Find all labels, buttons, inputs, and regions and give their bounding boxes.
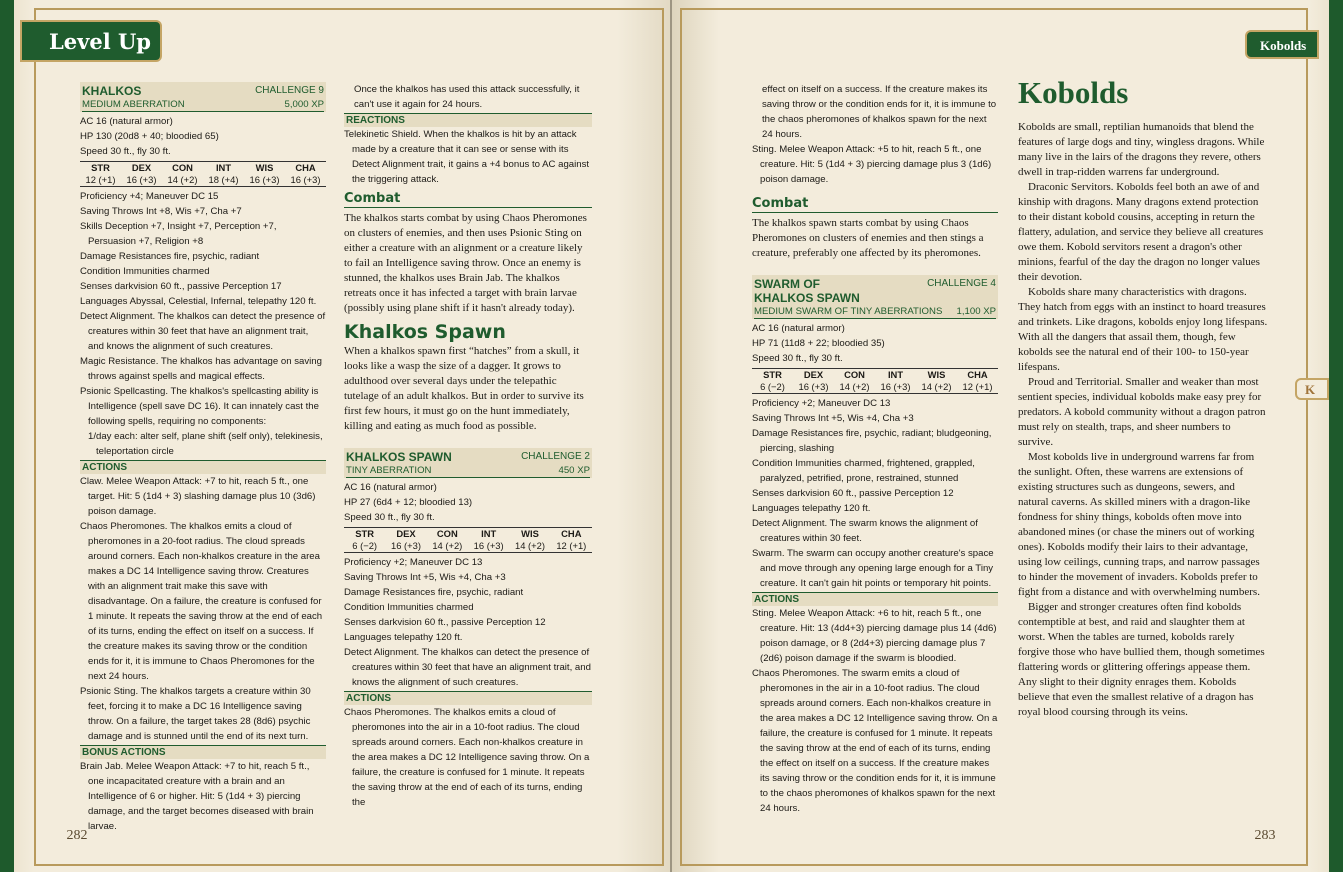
page-number-right: 283 xyxy=(1254,828,1276,843)
action: Chaos Pheromones. The swarm emits a cloud of pheromones in the air in a 10-foot radius. The cloud spreads around corners. Each non-khalkos creature in the area makes a DC 12 Intelligence saving throw. On a failure, the creature is confused for 1 minute. It repeats the saving throw at the end of each of its turns, ending the effect on itself on a success. If the creature makes its saving throw or the condition ends for it, it is immune to the chaos pheromones of khalkos spawn for the next 24 hours. xyxy=(752,668,998,814)
stat-line: Damage Resistances fire, psychic, radiant xyxy=(80,251,260,262)
swarm-header xyxy=(752,275,998,319)
spawn-ac: AC 16 (natural armor) xyxy=(344,482,437,493)
trait: Detect Alignment. The khalkos can detect the presence of creatures within 30 feet that have an alignment trait, and knows the alignment of such creatures. xyxy=(344,647,591,688)
ability-score: 14 (+2) xyxy=(167,174,198,185)
ability-score: 12 (+1) xyxy=(556,540,587,551)
action: Psionic Sting. The khalkos targets a creature within 30 feet, forcing it to make a DC 16 Intelligence saving throw. On a failure, the target takes 28 (8d6) psychic damage and is stunned until the end of its next turn. xyxy=(80,686,311,742)
ability-score: 12 (+1) xyxy=(962,381,993,392)
action: Sting. Melee Weapon Attack: +6 to hit, reach 5 ft., one creature. Hit: 13 (4d4+3) piercing damage plus 14 (4d6) poison damage, or 8 (2d4+3) piercing damage plus 7 (2d6) poison damage if the swarm is bloodied. xyxy=(752,608,997,664)
kobolds-paragraph: Draconic Servitors. Kobolds feel both an awe of and kinship with dragons. Many dragons extend protection to their distant kobold cousins, accepting in return the flattery, adulation, and service they believe all creatures owe them. Kobold servitors resent a dragon's other minions, fearful of the day the dragon no longer values their devotion. xyxy=(1018,181,1264,283)
spawn-name: KHALKOS SPAWN xyxy=(346,450,452,464)
spawn-xp: 450 XP xyxy=(558,465,590,476)
trait: Magic Resistance. The khalkos has advantage on saving throws against spells and magical effects. xyxy=(80,356,322,382)
column-three xyxy=(752,82,998,816)
khalkos-header xyxy=(80,82,326,112)
ability-score: 6 (−2) xyxy=(352,540,378,551)
trait: Swarm. The swarm can occupy another creature's space and move through any opening large enough for a Tiny creature. It can't gain hit points or temporary hit points. xyxy=(752,548,994,589)
kobolds-paragraph: Proud and Territorial. Smaller and weaker than most sentient species, individual kobolds make easy prey for predators. A kobold community without a dragon patron must rely on stealth, traps, and sheer numbers to survive. xyxy=(1018,376,1266,448)
stat-line: Proficiency +2; Maneuver DC 13 xyxy=(344,557,483,568)
book-gutter xyxy=(670,0,672,872)
ability-score: 16 (+3) xyxy=(391,540,421,551)
swarm-xp: 1,100 XP xyxy=(956,306,996,317)
combat-heading: Combat xyxy=(344,190,592,208)
trait: Psionic Spellcasting. The khalkos's spellcasting ability is Intelligence (spell save DC 16). It can innately cast the following spells, requiring no components: xyxy=(80,386,319,427)
ability-label: STR xyxy=(91,162,110,173)
reaction: Telekinetic Shield. When the khalkos is hit by an attack made by a creature that it can see or sense with its Detect Alignment trait, it gains a +4 bonus to AC against the triggering attack. xyxy=(344,129,590,185)
khalkos-statblock xyxy=(80,82,326,834)
bonus-action: Brain Jab. Melee Weapon Attack: +7 to hit, reach 5 ft., one incapacitated creature with a brain and an Intelligence of 6 or higher. Hit: 5 (1d4 + 3) piercing damage, and the target becomes diseased with brain larvae. xyxy=(80,761,314,832)
khalkos-name: KHALKOS xyxy=(82,84,142,98)
kobolds-paragraph: Bigger and stronger creatures often find kobolds contemptible at best, and raid and slaughter them at worst. When the tables are turned, kobolds rarely forgive those who have bullied them, though sometimes flattering words or glittering offerings appease them. Any slight to their dignity enrages them. Kobolds believe that even the smallest relative of a dragon has royal blood coursing through its veins. xyxy=(1018,601,1265,718)
stat-line: Damage Resistances fire, psychic, radiant; bludgeoning, piercing, slashing xyxy=(752,428,992,454)
stat-line: Saving Throws Int +8, Wis +7, Cha +7 xyxy=(80,206,242,217)
ability-label: DEX xyxy=(131,162,152,173)
trait: Detect Alignment. The khalkos can detect the presence of creatures within 30 feet that have an alignment trait, and knows the alignment of such creatures. xyxy=(80,311,326,352)
spawn-text: When a khalkos spawn first “hatches” from a skull, it looks like a wasp the size of a dagger. It grows to adulthood over several days under the telepathic tutelage of an adult khalkos. But in order to survive its first few hours, it must go on the hunt immediately, killing and eating as much food as possible. xyxy=(344,345,584,432)
page-number-left: 282 xyxy=(66,828,88,843)
spawn-header xyxy=(344,448,592,478)
stat-line: Skills Deception +7, Insight +7, Perception +7, Persuasion +7, Religion +8 xyxy=(80,221,277,247)
ability-score: 16 (+3) xyxy=(880,381,911,392)
ability-score: 16 (+3) xyxy=(249,174,280,185)
kobolds-paragraph: Kobolds share many characteristics with dragons. They hatch from eggs with an instinct to hoard treasures and trinkets. Like dragons, kobolds enjoy long lifespans. With all the dangers that assail them, though, few kobolds see the natural end of their 100- to 150-year lifespans. xyxy=(1018,286,1268,373)
action: Chaos Pheromones. The khalkos emits a cloud of pheromones into the air in a 10-foot radius. The cloud spreads around corners. Each non-khalkos creature in the area makes a DC 12 Intelligence saving throw. On a failure, the creature is confused for 1 minute. It repeats the saving throw at the end of each of its turns, ending the xyxy=(344,707,590,808)
right-edge-stripe xyxy=(1329,0,1343,872)
action: Sting. Melee Weapon Attack: +5 to hit, reach 5 ft., one creature. Hit: 5 (1d4 + 3) piercing damage plus 3 (1d6) poison damage. xyxy=(752,144,992,185)
ability-label: CON xyxy=(436,528,458,539)
spawn-hp: HP 27 (6d4 + 12; bloodied 13) xyxy=(344,497,473,508)
spawn-heading: Khalkos Spawn xyxy=(344,321,506,343)
ability-label: CHA xyxy=(561,528,582,539)
stat-line: Languages Abyssal, Celestial, Infernal, telepathy 120 ft. xyxy=(80,296,317,307)
action: Chaos Pheromones. The khalkos emits a cloud of pheromones in a 20-foot radius. The cloud spreads around corners. Each non-khalkos creature in the area makes a DC 14 Intelligence saving throw. Creatures with an alignment trait make this save with disadvantage. On a failure, the creature is confused for 1 minute. It repeats the saving throw at the end of each of its turns, ending the effect on itself on a success. If the creature makes its saving throw or the condition ends for it, it is immune to Chaos Pheromones for the next 24 hours. xyxy=(80,521,323,682)
stat-line: Proficiency +2; Maneuver DC 13 xyxy=(752,398,891,409)
kobolds-paragraph: Most kobolds live in underground warrens far from the sunlight. Often, these warrens are extensions of existing structures such as dungeons, sewers, and natural caverns. As skilled miners with a dragon-like fondness for shiny things, kobolds often move into abandoned mines (or chase the miners out of working ones). Kobolds modify their lairs to their advantage, using low ceilings, cunning traps, and narrow passages to hinder the movement of invaders. Kobolds prefer to fight from a distance and with overwhelming numbers. xyxy=(1018,451,1260,598)
swarm-ac: AC 16 (natural armor) xyxy=(752,323,845,334)
bonus-actions-heading: BONUS ACTIONS xyxy=(80,745,326,759)
ability-score: 16 (+3) xyxy=(798,381,829,392)
ability-score: 16 (+3) xyxy=(473,540,504,551)
swarm-hp: HP 71 (11d8 + 22; bloodied 35) xyxy=(752,338,885,349)
ability-label: WIS xyxy=(255,162,274,173)
khalkos-type: MEDIUM ABERRATION xyxy=(82,99,185,110)
ability-score: 14 (+2) xyxy=(839,381,870,392)
ability-score: 16 (+3) xyxy=(290,174,321,185)
spawn-abilities xyxy=(344,527,592,553)
stat-line: Saving Throws Int +5, Wis +4, Cha +3 xyxy=(752,413,914,424)
ability-label: DEX xyxy=(803,369,824,380)
stat-line: Proficiency +4; Maneuver DC 15 xyxy=(80,191,219,202)
reactions-heading: REACTIONS xyxy=(344,113,592,127)
khalkos-abilities xyxy=(80,161,326,187)
stat-line: Senses darkvision 60 ft., passive Perception 12 xyxy=(752,488,954,499)
trait: Detect Alignment. The swarm knows the alignment of creatures within 30 feet. xyxy=(752,518,978,544)
section-tab: Kobolds xyxy=(1245,30,1319,59)
ability-label: DEX xyxy=(396,528,416,539)
actions-heading: ACTIONS xyxy=(344,691,592,705)
ability-score: 14 (+2) xyxy=(515,540,545,551)
spell-list: 1/day each: alter self, plane shift (self only), telekinesis, teleportation circle xyxy=(88,431,323,457)
ability-score: 16 (+3) xyxy=(126,174,157,185)
ability-label: CON xyxy=(844,369,865,380)
spawn-type: TINY ABERRATION xyxy=(346,465,432,476)
combat-heading: Combat xyxy=(752,195,998,213)
column-two xyxy=(344,82,592,810)
ability-label: CHA xyxy=(967,369,988,380)
kobolds-title: Kobolds xyxy=(1018,75,1129,110)
swarm-abilities xyxy=(752,368,998,394)
swarm-name-2: KHALKOS SPAWN xyxy=(754,291,860,305)
ability-score: 14 (+2) xyxy=(432,540,463,551)
chapter-banner: Level Up xyxy=(20,20,162,62)
ability-score: 6 (−2) xyxy=(760,381,785,392)
ability-label: INT xyxy=(481,528,497,539)
khalkos-challenge: CHALLENGE 9 xyxy=(255,85,324,96)
ability-label: CON xyxy=(172,162,193,173)
ability-label: INT xyxy=(215,162,232,173)
ability-label: CHA xyxy=(295,162,316,173)
action-cont: effect on itself on a success. If the creature makes its saving throw or the condition ends for it, it is immune to the chaos pheromones of khalkos spawn for the next 24 hours. xyxy=(762,84,997,140)
stat-line: Senses darkvision 60 ft., passive Perception 12 xyxy=(344,617,546,628)
swarm-challenge: CHALLENGE 4 xyxy=(927,278,996,289)
kobolds-paragraph: Kobolds are small, reptilian humanoids that blend the features of large dogs and tiny, wingless dragons. While many live in the lairs of the dragons they revere, others dwell in trap-ridden warrens far underground. xyxy=(1018,121,1265,178)
spawn-speed: Speed 30 ft., fly 30 ft. xyxy=(344,512,435,523)
ability-label: INT xyxy=(887,369,904,380)
stat-line: Condition Immunities charmed xyxy=(344,602,474,613)
spawn-challenge: CHALLENGE 2 xyxy=(521,451,590,462)
swarm-type: MEDIUM SWARM OF TINY ABERRATIONS xyxy=(754,306,943,317)
khalkos-hp: HP 130 (20d8 + 40; bloodied 65) xyxy=(80,131,219,142)
kobolds-article xyxy=(1018,74,1268,720)
swarm-name: SWARM OF xyxy=(754,277,820,291)
left-edge-stripe xyxy=(0,0,14,872)
stat-line: Senses darkvision 60 ft., passive Perception 17 xyxy=(80,281,282,292)
stat-line: Condition Immunities charmed, frightened, grappled, paralyzed, petrified, prone, restrained, stunned xyxy=(752,458,975,484)
stat-line: Saving Throws Int +5, Wis +4, Cha +3 xyxy=(344,572,506,583)
stat-line: Languages telepathy 120 ft. xyxy=(752,503,871,514)
khalkos-speed: Speed 30 ft., fly 30 ft. xyxy=(80,146,171,157)
stat-line: Damage Resistances fire, psychic, radiant xyxy=(344,587,524,598)
khalkos-xp: 5,000 XP xyxy=(284,99,324,110)
swarm-speed: Speed 30 ft., fly 30 ft. xyxy=(752,353,843,364)
khalkos-ac: AC 16 (natural armor) xyxy=(80,116,173,127)
action: Claw. Melee Weapon Attack: +7 to hit, reach 5 ft., one target. Hit: 5 (1d4 + 3) slashing damage plus 10 (3d6) poison damage. xyxy=(80,476,316,517)
ability-label: STR xyxy=(763,369,782,380)
ability-label: STR xyxy=(355,528,375,539)
bonus-action-cont: Once the khalkos has used this attack successfully, it can't use it again for 24 hours. xyxy=(354,84,580,110)
ability-score: 14 (+2) xyxy=(921,381,952,392)
actions-heading: ACTIONS xyxy=(752,592,998,606)
actions-heading: ACTIONS xyxy=(80,460,326,474)
letter-tab[interactable]: K xyxy=(1295,378,1329,400)
stat-line: Languages telepathy 120 ft. xyxy=(344,632,463,643)
combat-text: The khalkos starts combat by using Chaos Pheromones on clusters of enemies, and then uses Psionic Sting on either a creature with an alignment or a creature likely to fail an Intelligence saving throw. Once an enemy is stunned, the khalkos uses Brain Jab. The khalkos retreats once it has infected a target with brain larvae (possibly using plane shift if it hasn't already today). xyxy=(344,212,587,314)
ability-label: WIS xyxy=(521,528,539,539)
ability-score: 12 (+1) xyxy=(85,174,116,185)
stat-line: Condition Immunities charmed xyxy=(80,266,210,277)
ability-score: 18 (+4) xyxy=(208,174,239,185)
combat-text: The khalkos spawn starts combat by using Chaos Pheromones on clusters of enemies and then stings a creature, preferably one affected by its pheromones. xyxy=(752,217,984,259)
ability-label: WIS xyxy=(927,369,946,380)
